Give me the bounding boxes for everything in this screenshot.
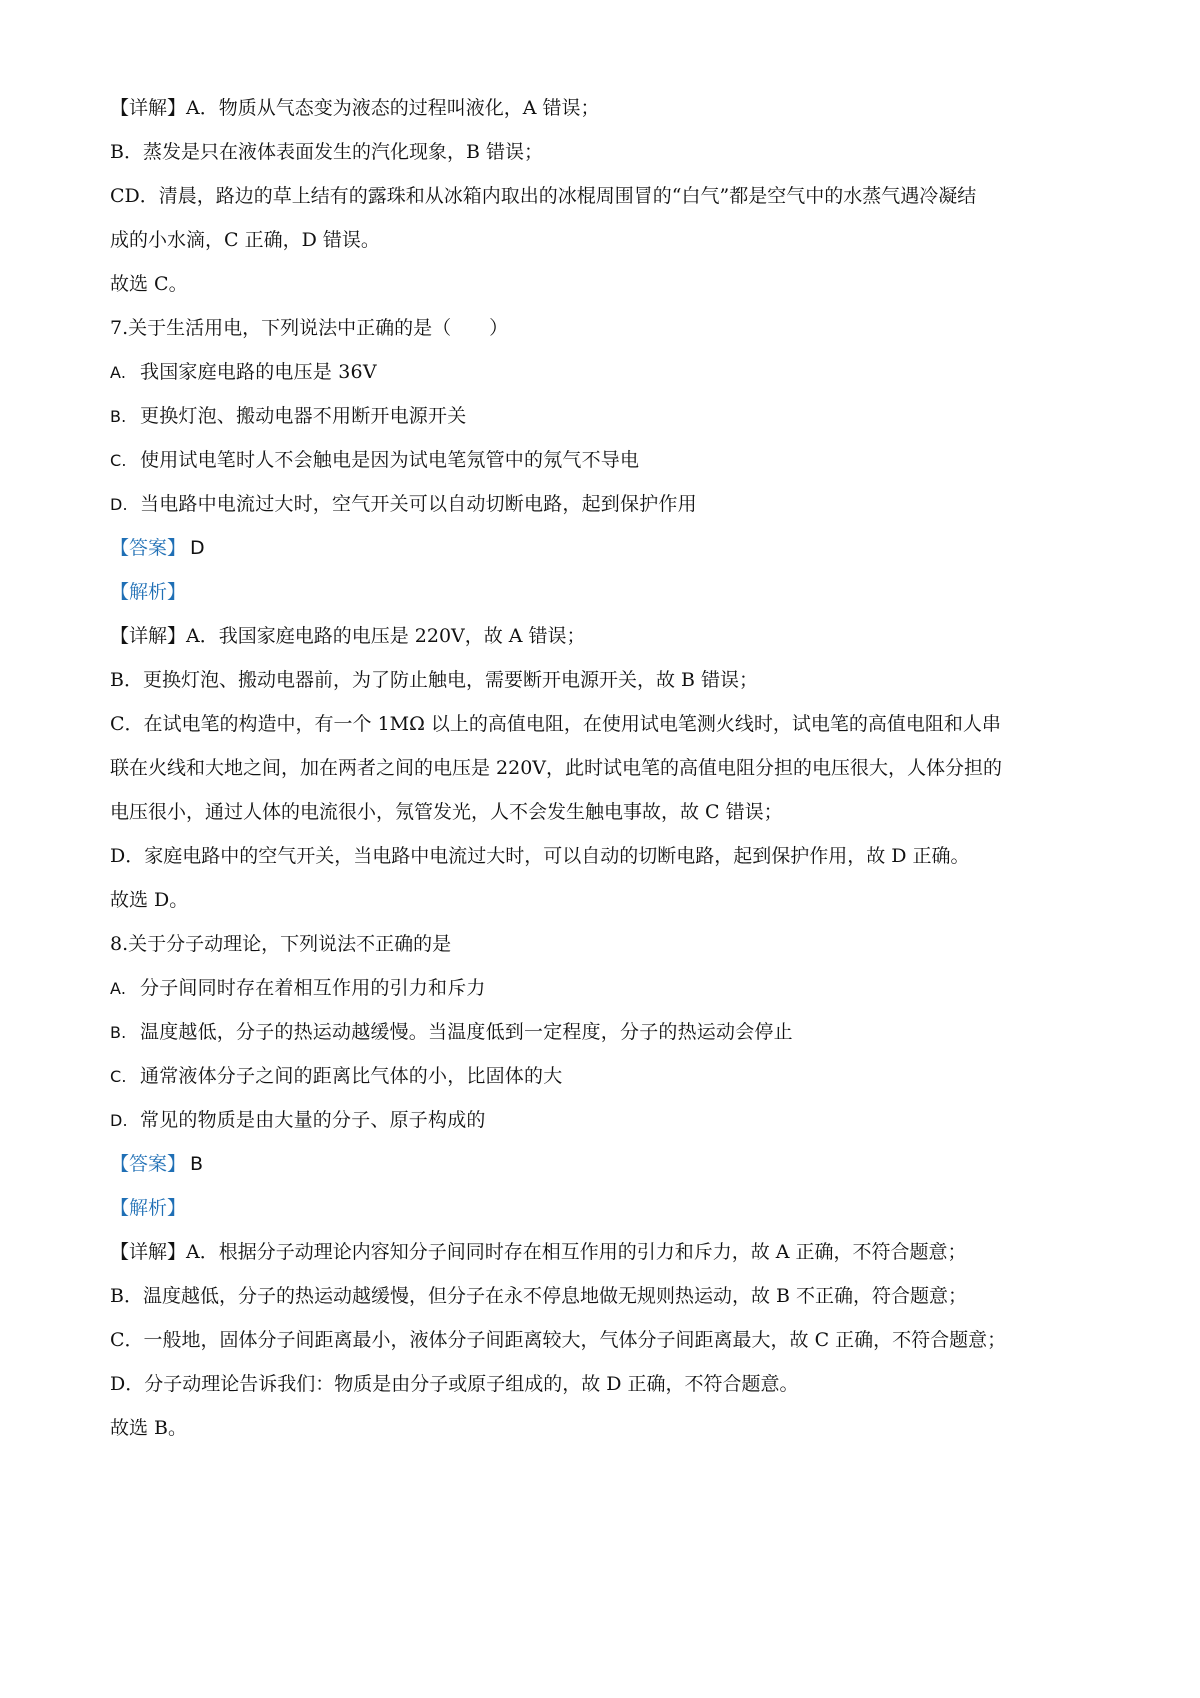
q8-detail-line-3: C．一般地，固体分子间距离最小，液体分子间距离较大，气体分子间距离最大，故 C 正确，不符合题意； [110, 1329, 1007, 1351]
q8-option-b [110, 1018, 1110, 1047]
option-text: 温度越低，分子的热运动越缓慢。当温度低到一定程度，分子的热运动会停止 [140, 1021, 793, 1043]
option-text: 我国家庭电路的电压是 36V [140, 361, 377, 383]
q8-option-a [110, 974, 1110, 1003]
option-letter: C. [110, 451, 127, 470]
option-text: 常见的物质是由大量的分子、原子构成的 [140, 1109, 486, 1131]
option-letter: C. [110, 1067, 127, 1086]
option-text: 当电路中电流过大时，空气开关可以自动切断电路，起到保护作用 [140, 493, 697, 515]
option-letter: B. [110, 407, 127, 426]
option-text: 分子间同时存在着相互作用的引力和斥力 [140, 977, 486, 999]
q7-analysis-tag [110, 578, 1110, 606]
option-text: 通常液体分子之间的距离比气体的小，比固体的大 [140, 1065, 563, 1087]
q7-option-b [110, 402, 1110, 431]
q7-answer [110, 534, 1110, 562]
q8-analysis-tag [110, 1194, 1110, 1222]
option-letter: B. [110, 1023, 127, 1042]
q7-detail-line-3: C．在试电笔的构造中，有一个 1MΩ 以上的高值电阻，在使用试电笔测火线时，试电笔的高值电阻和人串 [110, 713, 1001, 735]
q8-option-c [110, 1062, 1110, 1091]
option-letter: A. [110, 979, 127, 998]
q7-detail-line-6: D．家庭电路中的空气开关，当电路中电流过大时，可以自动的切断电路，起到保护作用，故 D 正确。 [110, 845, 970, 867]
q7-option-d [110, 490, 1110, 519]
q7-detail-line-5: 电压很小，通过人体的电流很小，氖管发光，人不会发生触电事故，故 C 错误； [110, 801, 783, 823]
option-text: 使用试电笔时人不会触电是因为试电笔氖管中的氖气不导电 [140, 449, 640, 471]
q6-detail-line-4: 成的小水滴，C 正确，D 错误。 [110, 229, 380, 251]
answer-value: D [190, 537, 205, 559]
q7-conclusion: 故选 D。 [110, 889, 189, 911]
q7-option-c [110, 446, 1110, 475]
q6-conclusion: 故选 C。 [110, 273, 188, 295]
answer-tag: 【答案】 [110, 1153, 187, 1175]
q8-question: 8.关于分子动理论，下列说法不正确的是 [110, 933, 452, 955]
option-letter: D. [110, 495, 128, 514]
q7-question: 7.关于生活用电，下列说法中正确的是（ ） [110, 317, 509, 339]
q8-detail-line-4: D．分子动理论告诉我们：物质是由分子或原子组成的，故 D 正确，不符合题意。 [110, 1373, 799, 1395]
q8-conclusion: 故选 B。 [110, 1417, 188, 1439]
q8-detail-line-2: B．温度越低，分子的热运动越缓慢，但分子在永不停息地做无规则热运动，故 B 不正确，符合题意； [110, 1285, 968, 1307]
option-letter: D. [110, 1111, 128, 1130]
option-letter: A. [110, 363, 127, 382]
q8-answer [110, 1150, 1110, 1178]
q6-detail-line-1: 【详解】A．物质从气态变为液态的过程叫液化，A 错误； [110, 97, 600, 119]
q6-detail-line-3: CD．清晨，路边的草上结有的露珠和从冰箱内取出的冰棍周围冒的“白气”都是空气中的水蒸气遇冷凝结 [110, 185, 977, 207]
analysis-tag: 【解析】 [110, 1197, 187, 1219]
q8-option-d [110, 1106, 1110, 1135]
q7-option-a [110, 358, 1110, 387]
option-text: 更换灯泡、搬动电器不用断开电源开关 [140, 405, 467, 427]
q7-detail-line-2: B．更换灯泡、搬动电器前，为了防止触电，需要断开电源开关，故 B 错误； [110, 669, 759, 691]
answer-value: B [190, 1153, 204, 1175]
q7-detail-line-1: 【详解】A．我国家庭电路的电压是 220V，故 A 错误； [110, 625, 586, 647]
answer-tag: 【答案】 [110, 537, 187, 559]
q8-detail-line-1: 【详解】A．根据分子动理论内容知分子间同时存在相互作用的引力和斥力，故 A 正确，不符合题意； [110, 1241, 967, 1263]
analysis-tag: 【解析】 [110, 581, 187, 603]
q7-detail-line-4: 联在火线和大地之间，加在两者之间的电压是 220V，此时试电笔的高值电阻分担的电压很大，人体分担的 [110, 757, 1003, 779]
q6-detail-line-2: B．蒸发是只在液体表面发生的汽化现象，B 错误； [110, 141, 543, 163]
